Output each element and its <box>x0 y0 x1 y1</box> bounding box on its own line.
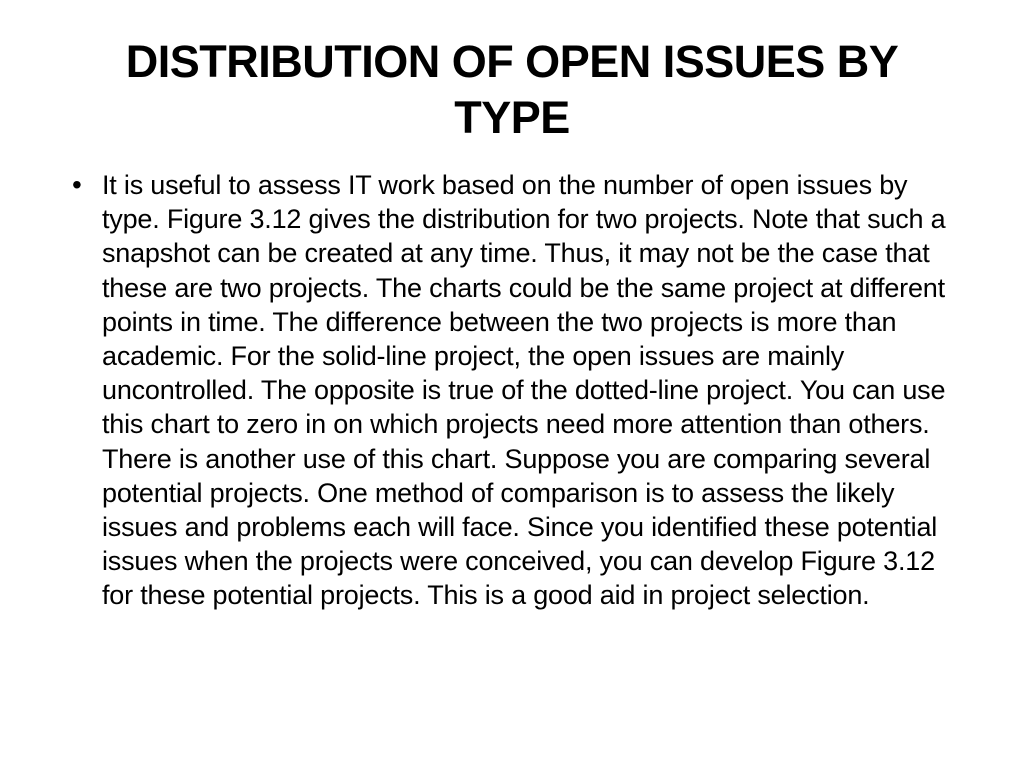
slide-title: DISTRIBUTION OF OPEN ISSUES BY TYPE <box>125 36 899 143</box>
bullet-item <box>72 168 962 613</box>
bullet-marker: • <box>72 169 82 200</box>
bullet-text: It is useful to assess IT work based on the number of open issues by type. Figure 3.12 gives the distribution for two projects. Note that such a snapshot can be created at any time. Thus, it may not be the case that these are two projects. The charts could be the same project at different points in time. The difference between the two projects is more than academic. For the solid-line project, the open issues are mainly uncontrolled. The opposite is true of the dotted-line project. You can use this chart to zero in on which projects need more attention than others. There is another use of this chart. Suppose you are comparing several potential projects. One method of comparison is to assess the likely issues and problems each will face. Since you identified these potential issues when the projects were conceived, you can develop Figure 3.12 for these potential projects. This is a good aid in project selection. <box>102 170 946 611</box>
slide-body <box>72 168 962 613</box>
